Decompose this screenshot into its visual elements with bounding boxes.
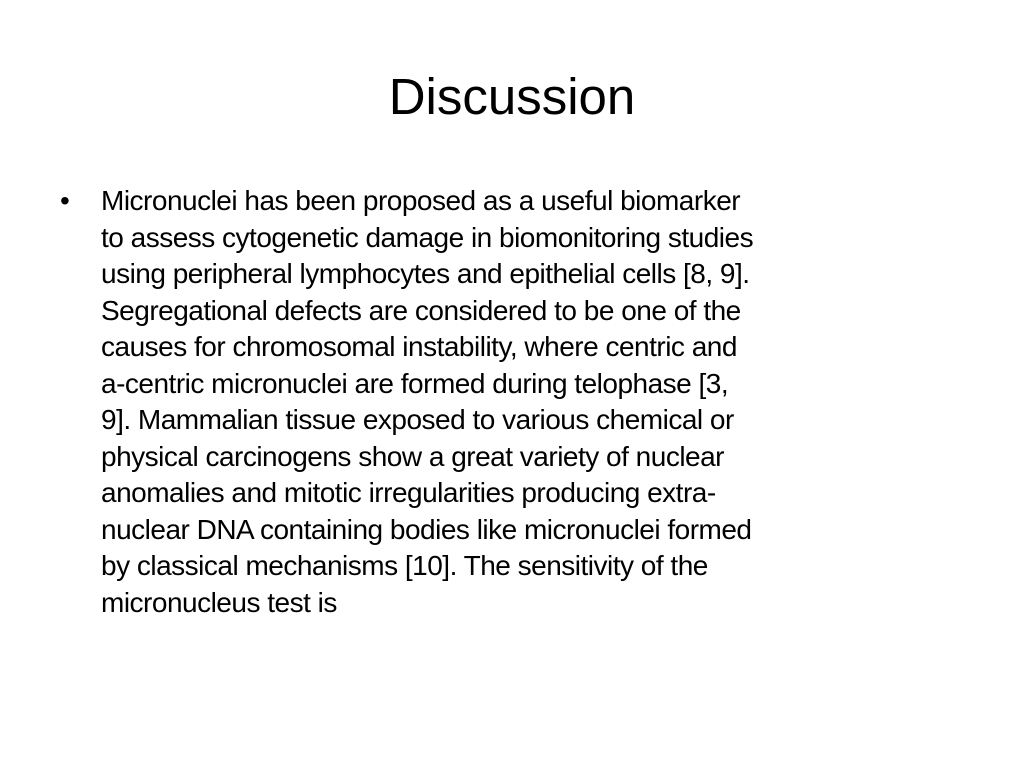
bullet-text-line: 9]. Mammalian tissue exposed to various chemical or: [101, 404, 734, 435]
bullet-text-line: using peripheral lymphocytes and epithelial cells [8, 9].: [101, 258, 750, 289]
bullet-text-line: micronucleus test is: [101, 586, 337, 618]
bullet-marker: •: [60, 185, 70, 216]
bullet-text-line: Micronuclei has been proposed as a useful biomarker: [101, 185, 741, 216]
bullet-text-line: by classical mechanisms [10]. The sensitivity of the: [101, 550, 708, 581]
bullet-text-line: a-centric micronuclei are formed during telophase [3,: [101, 367, 729, 399]
bullet-list: [56, 183, 968, 621]
bullet-text-line: nuclear DNA containing bodies like micronuclei formed: [101, 513, 752, 545]
bullet-text-line: to assess cytogenetic damage in biomonitoring studies: [101, 221, 754, 253]
slide-title: Discussion: [388, 68, 636, 125]
bullet-item: [56, 183, 968, 621]
bullet-text-line: causes for chromosomal instability, where centric and: [101, 331, 737, 362]
bullet-text-line: anomalies and mitotic irregularities producing extra-: [101, 477, 716, 508]
bullet-text-line: physical carcinogens show a great variety of nuclear: [101, 440, 725, 472]
bullet-text-line: Segregational defects are considered to be one of the: [101, 294, 741, 326]
